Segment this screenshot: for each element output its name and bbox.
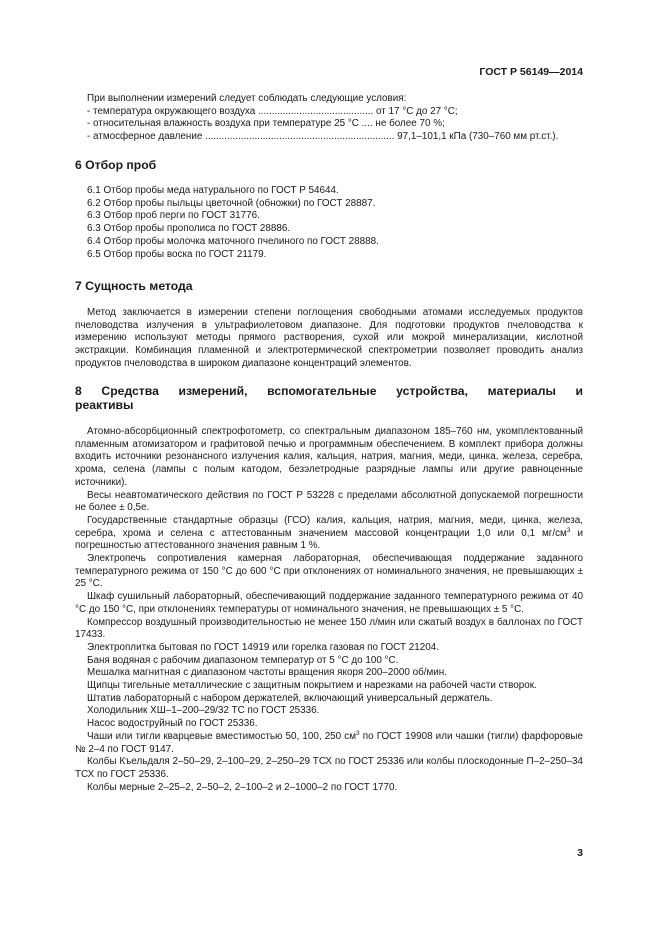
condition-humidity: - относительная влажность воздуха при температуре 25 °С .... не более 70 %; bbox=[87, 118, 445, 130]
section-8-title-line2: реактивы bbox=[75, 398, 134, 412]
paragraph: Атомно-абсорбционный спектрофотометр, со спектральным диапазоном 185–760 нм, укомплектованный пламенным атомизатором и графитовой печью и программным обеспечением. В комплект прибора должны входить источники резонансного излучения калия, кальция, натрия, магния, меди, цинка, железа, серебра, хрома, селена (лампы с полым катодом, безэлетродные разрядные лампы или другие равноценные источники). bbox=[75, 426, 583, 488]
list-item: 6.1 Отбор пробы меда натурального по ГОСТ Р 54644. bbox=[87, 185, 339, 196]
section-7-title: 7 Сущность метода bbox=[75, 279, 193, 293]
paragraph: Щипцы тигельные металлические с защитным покрытием и нарезками на рабочей части створок. bbox=[87, 680, 537, 692]
page-number: 3 bbox=[577, 847, 583, 859]
measurement-conditions bbox=[75, 93, 583, 144]
paragraph: Холодильник ХШ–1–200–29/32 ТС по ГОСТ 25336. bbox=[87, 705, 320, 717]
paragraph: Колбы Къельдаля 2–50–29, 2–100–29, 2–250–29 ТСХ по ГОСТ 25336 или колбы плоскодонные П–2–250–34 ТСХ по ГОСТ 25336. bbox=[75, 756, 583, 780]
condition-pressure: - атмосферное давление ..................................................................... 97,1–101,1 кПа (730–760 мм рт.ст.). bbox=[87, 131, 559, 143]
paragraph: Весы неавтоматического действия по ГОСТ Р 53228 с пределами абсолютной допускаемой погрешности не более ± 0,5е. bbox=[75, 489, 583, 514]
paragraph: Колбы мерные 2–25–2, 2–50–2, 2–100–2 и 2–1000–2 по ГОСТ 1770. bbox=[87, 781, 398, 793]
section-8-body bbox=[75, 426, 583, 794]
paragraph: Компрессор воздушный производительностью не менее 150 л/мин или сжатый воздух в баллонах по ГОСТ 17433. bbox=[75, 616, 583, 641]
standard-header: ГОСТ Р 56149—2014 bbox=[479, 66, 583, 78]
section-6 bbox=[75, 158, 583, 172]
section-7-body bbox=[75, 307, 583, 371]
section-8 bbox=[75, 384, 583, 412]
list-item: 6.5 Отбор пробы воска по ГОСТ 21179. bbox=[87, 248, 267, 260]
list-item: 6.2 Отбор пробы пыльцы цветочной (обножки) по ГОСТ 28887. bbox=[87, 197, 376, 209]
conditions-intro: При выполнении измерений следует соблюдать следующие условия: bbox=[87, 93, 407, 104]
section-6-items bbox=[75, 185, 583, 261]
paragraph: Мешалка магнитная с диапазоном частоты вращения якоря 200–2000 об/мин. bbox=[87, 667, 447, 679]
section-6-title: 6 Отбор проб bbox=[75, 158, 157, 172]
paragraph: Насос водоструйный по ГОСТ 25336. bbox=[87, 718, 258, 730]
section-8-title-line1: 8 Средства измерений, вспомогательные устройства, материалы и bbox=[75, 384, 583, 398]
list-item: 6.4 Отбор пробы молочка маточного пчелиного по ГОСТ 28888. bbox=[87, 235, 379, 247]
list-item: 6.3 Отбор проб перги по ГОСТ 31776. bbox=[87, 210, 260, 222]
paragraph: Электроплитка бытовая по ГОСТ 14919 или горелка газовая по ГОСТ 21204. bbox=[87, 641, 439, 653]
section-7 bbox=[75, 279, 583, 293]
paragraph: Государственные стандартные образцы (ГСО) калия, кальция, натрия, магния, меди, цинка, железа, серебра, хрома и селена с аттестованным значением массовой концентрации 1,0 или 0,1 $мг/см^3$ и погрешностью аттестованного значения равным 1 %. bbox=[75, 514, 584, 552]
paragraph: Шкаф сушильный лабораторный, обеспечивающий поддержание заданного температурного режима от 40 °С до 150 °С, при отклонениях температуры от номинального значения, не превышающих ± 5 °С. bbox=[75, 591, 583, 615]
list-item: 6.3 Отбор пробы прополиса по ГОСТ 28886. bbox=[87, 223, 291, 235]
paragraph: Штатив лабораторный с набором держателей, включающий универсальный держатель. bbox=[87, 692, 493, 704]
condition-temperature: - температура окружающего воздуха .......................................... от 17 °С до 27 °С; bbox=[87, 105, 458, 117]
paragraph: Чаши или тигли кварцевые вместимостью 50, 100, 250 $см^3$ по ГОСТ 19908 или чашки (тигли) фарфоровые № 2–4 по ГОСТ 9147. bbox=[75, 729, 584, 755]
section-7-text: Метод заключается в измерении степени поглощения свободными атомами исследуемых продуктов пчеловодства излучения в ультрафиолетовом диапазоне. Для подготовки продуктов пчеловодства к измерению используют методы прямого растворения, сухой или мокрой минерализации, кислотной экстракции. Комбинация пламенной и электротермической спектрометрии позволяет проводить анализ продуктов пчеловодства в широком диапазоне концентраций элементов. bbox=[75, 307, 583, 369]
paragraph: Баня водяная с рабочим диапазоном температур от 5 °С до 100 °С. bbox=[87, 654, 399, 666]
paragraph: Электропечь сопротивления камерная лабораторная, обеспечивающая поддержание заданного температурного режима от 150 °С до 600 °С при отклонениях от номинального значения, не превышающих ± 25 °С. bbox=[75, 553, 583, 590]
